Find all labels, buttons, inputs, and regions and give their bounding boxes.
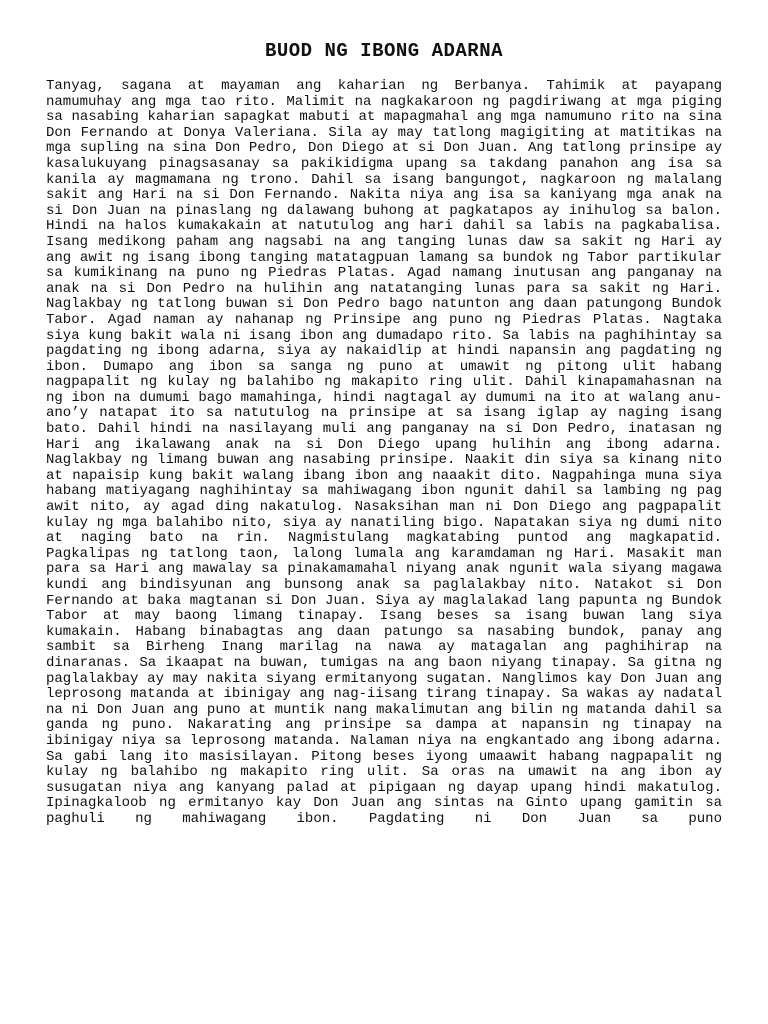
document-body-paragraph: Tanyag, sagana at mayaman ang kaharian ng Berbanya. Tahimik at payapang namumuhay ang mga tao rito. Malimit na nagkakaroon ng pagdiriwang at mga piging sa nasabing kaharian sapagkat mabuti at mapagmahal ang mga namumuno rito na sina Don Fernando at Donya Valeriana. Sila ay may tatlong magigiting at matitikas na mga supling na sina Don Pedro, Don Diego at si Don Juan. Ang tatlong prinsipe ay kasalukuyang pinagsasanay sa pakikidigma upang sa takdang panahon ang isa sa kanila ay magmamana ng trono. Dahil sa isang bangungot, nagkaroon ng malalang sakit ang Hari na si Don Fernando. Nakita niya ang isa sa kaniyang mga anak na si Don Juan na pinaslang ng dalawang buhong at pagkatapos ay inihulog sa balon. Hindi na halos kumakakain at natutulog ang hari dahil sa labis na pagkabalisa. Isang medikong paham ang nagsabi na ang tanging lunas daw sa sakit ng Hari ay ang awit ng isang ibong tanging matatagpuan lamang sa bundok ng Tabor partikular sa kumikinang na puno ng Piedras Platas. Agad namang inutusan ang panganay na anak na si Don Pedro na hulihin ang natatanging lunas para sa sakit ng Hari. Naglakbay ng tatlong buwan si Don Pedro bago natunton ang daan patungong Bundok Tabor. Agad naman ay nahanap ng Prinsipe ang puno ng Piedras Platas. Nagtaka siya kung bakit wala ni isang ibon ang dumadapo rito. Sa labis na paghihintay sa pagdating ng ibong adarna, siya ay nakaidlip at hindi napansin ang pagdating ng ibon. Dumapo ang ibon sa sanga ng puno at umawit ng pitong ulit habang nagpapalit ng kulay ng balahibo ng makapito ring ulit. Dahil kinapamahasnan na ng ibon na dumumi bago mamahinga, hindi nagtagal ay dumumi na ito at walang anu-ano’y natapat ito sa natutulog na prinsipe at sa isang iglap ay naging isang bato. Dahil hindi na nasilayang muli ang panganay na si Don Pedro, inatasan ng Hari ang ikalawang anak na si Don Diego upang hulihin ang ibong adarna. Naglakbay ng limang buwan ang nasabing prinsipe. Naakit din siya sa kinang nito at napaisip kung bakit walang ibang ibon ang naaakit dito. Nagpahinga muna siya habang matiyagang naghihintay sa mahiwagang ibon ngunit dahil sa lambing ng pag awit nito, ay agad ding nakatulog. Nasaksihan man ni Don Diego ang pagpapalit kulay ng mga balahibo nito, siya ay nanatiling bigo. Napatakan siya ng dumi nito at naging bato na rin. Nagmistulang magkatabing puntod ang magkapatid. Pagkalipas ng tatlong taon, lalong lumala ang karamdaman ng Hari. Masakit man para sa Hari ang mawalay sa pinakamamahal niyang anak ngunit wala siyang magawa kundi ang bindisyunan ang bunsong anak sa paglalakbay nito. Natakot si Don Fernando at baka magtanan si Don Juan. Siya ay maglalakad lang papunta ng Bundok Tabor at may baong limang tinapay. Isang beses sa isang buwan lang siya kumakain. Habang binabagtas ang daan patungo sa nasabing bundok, panay ang sambit sa Birheng Inang marilag na nawa ay matagalan ang paghihirap na dinaranas. Sa ikaapat na buwan, tumigas na ang baon niyang tinapay. Sa gitna ng paglalakbay ay may nakita siyang ermitanyong sugatan. Nanglimos kay Don Juan ang leprosong matanda at ibinigay ang nag-iisang tirang tinapay. Sa wakas ay nadatal na ni Don Juan ang puno at muntik nang makalimutan ang bilin ng matanda dahil sa ganda ng puno. Nakarating ang prinsipe sa dampa at napansin ng tinapay na ibinigay niya sa leprosong matanda. Nalaman niya na engkantado ang ibong adarna. Sa gabi lang ito masisilayan. Pitong beses iyong umaawit habang nagpapalit ng kulay ng balahibo ng makapito ring ulit. Sa oras na umawit na ang ibon ay susugatan niya ang kanyang palad at pipigaan ng dayap upang hindi makatulog. Ipinagkaloob ng ermitanyo kay Don Juan ang sintas na Ginto upang gamitin sa paghuli ng mahiwagang ibon. Pagdating ni Don Juan sa puno (46, 78, 722, 827)
document-title: BUOD NG IBONG ADARNA (264, 40, 504, 62)
